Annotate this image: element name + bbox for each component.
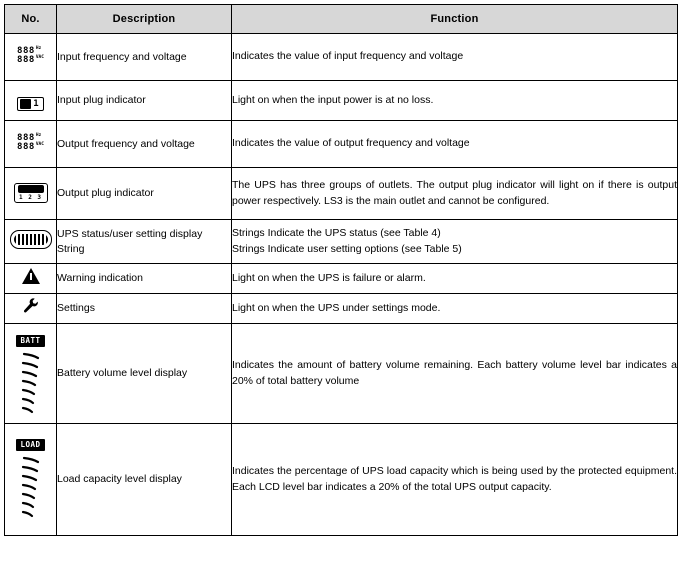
outlet-group-icon — [14, 183, 48, 203]
column-header-description: Description — [57, 5, 232, 34]
plug-icon — [17, 97, 43, 111]
segment-line-1: 888 — [17, 133, 35, 143]
function-line: Indicates the value of output frequency and voltage — [232, 137, 470, 150]
output-frequency-voltage-segment-icon — [5, 121, 57, 168]
row-function — [232, 168, 678, 220]
segment-line-2: 888 — [17, 142, 35, 152]
table-row — [5, 424, 678, 536]
plug-number: 1 — [33, 98, 39, 109]
segment-unit-2: VAC — [35, 142, 44, 147]
table-row — [5, 264, 678, 294]
table-row — [5, 121, 678, 168]
function-line: Indicates the amount of battery volume remaining. Each battery volume level bar indicates a 20% of total battery volume — [232, 358, 677, 387]
outlet-numbers: 1 2 3 — [18, 194, 43, 201]
table-row — [5, 324, 678, 424]
row-description: Settings — [57, 294, 232, 324]
plug-body — [20, 99, 31, 109]
segment-line-1: 888 — [17, 46, 35, 56]
load-label: LOAD — [16, 439, 44, 451]
wrench-settings-icon — [5, 294, 57, 324]
segment-unit-1: Hz — [35, 133, 42, 138]
row-description: Load capacity level display — [57, 424, 232, 536]
battery-level-gauge-icon — [5, 324, 57, 424]
wrench-icon-shape — [22, 297, 40, 315]
function-line: Indicates the value of input frequency and voltage — [232, 50, 464, 63]
table-header-row — [5, 5, 678, 34]
function-line: Strings Indicate the UPS status (see Table 4) — [232, 226, 441, 239]
row-description: Output plug indicator — [57, 168, 232, 220]
ups-display-legend-table — [4, 4, 678, 536]
row-description: Input frequency and voltage — [57, 34, 232, 81]
status-segment-bars — [14, 234, 48, 245]
warning-icon-shape — [22, 268, 40, 284]
input-plug-indicator-icon — [5, 81, 57, 121]
battery-gauge — [16, 330, 44, 418]
row-description: Output frequency and voltage — [57, 121, 232, 168]
function-line: The UPS has three groups of outlets. The output plug indicator will light on if there is output power respectively. LS3 is the main outlet and cannot be configured. — [232, 178, 677, 207]
load-level-gauge-icon — [5, 424, 57, 536]
ups-status-display-string-icon — [5, 220, 57, 264]
column-header-function: Function — [232, 5, 678, 34]
segment-unit-2: VAC — [35, 55, 44, 60]
battery-label: BATT — [16, 335, 44, 347]
row-description: UPS status/user setting display String — [57, 220, 232, 264]
load-gauge — [16, 434, 44, 526]
row-function — [232, 424, 678, 536]
row-function — [232, 264, 678, 294]
seven-segment-display — [17, 47, 44, 65]
function-line: Light on when the input power is at no loss. — [232, 93, 434, 106]
battery-bars — [18, 350, 44, 418]
table-row — [5, 34, 678, 81]
segment-line-2: 888 — [17, 55, 35, 65]
table-row — [5, 81, 678, 121]
input-frequency-voltage-segment-icon — [5, 34, 57, 81]
row-description: Warning indication — [57, 264, 232, 294]
row-description: Battery volume level display — [57, 324, 232, 424]
function-line: Strings Indicate user setting options (see Table 5) — [232, 242, 462, 255]
column-header-no: No. — [5, 5, 57, 34]
segment-unit-1: Hz — [35, 46, 42, 51]
warning-triangle-icon — [5, 264, 57, 294]
output-plug-indicator-icon — [5, 168, 57, 220]
row-description: Input plug indicator — [57, 81, 232, 121]
function-line: Indicates the percentage of UPS load capacity which is being used by the protected equipment. Each LCD level bar indicates a 20% of the total UPS output capacity. — [232, 464, 677, 493]
row-function — [232, 81, 678, 121]
row-function — [232, 34, 678, 81]
function-line: Light on when the UPS is failure or alarm. — [232, 271, 426, 284]
load-bars — [18, 454, 44, 526]
row-function — [232, 121, 678, 168]
status-string-display — [10, 230, 52, 249]
seven-segment-display — [17, 134, 44, 152]
row-function — [232, 324, 678, 424]
function-line: Light on when the UPS under settings mode. — [232, 301, 441, 314]
table-row — [5, 294, 678, 324]
table-row — [5, 168, 678, 220]
outlet-bar — [18, 185, 44, 193]
table-row — [5, 220, 678, 264]
row-function — [232, 220, 678, 264]
row-function — [232, 294, 678, 324]
